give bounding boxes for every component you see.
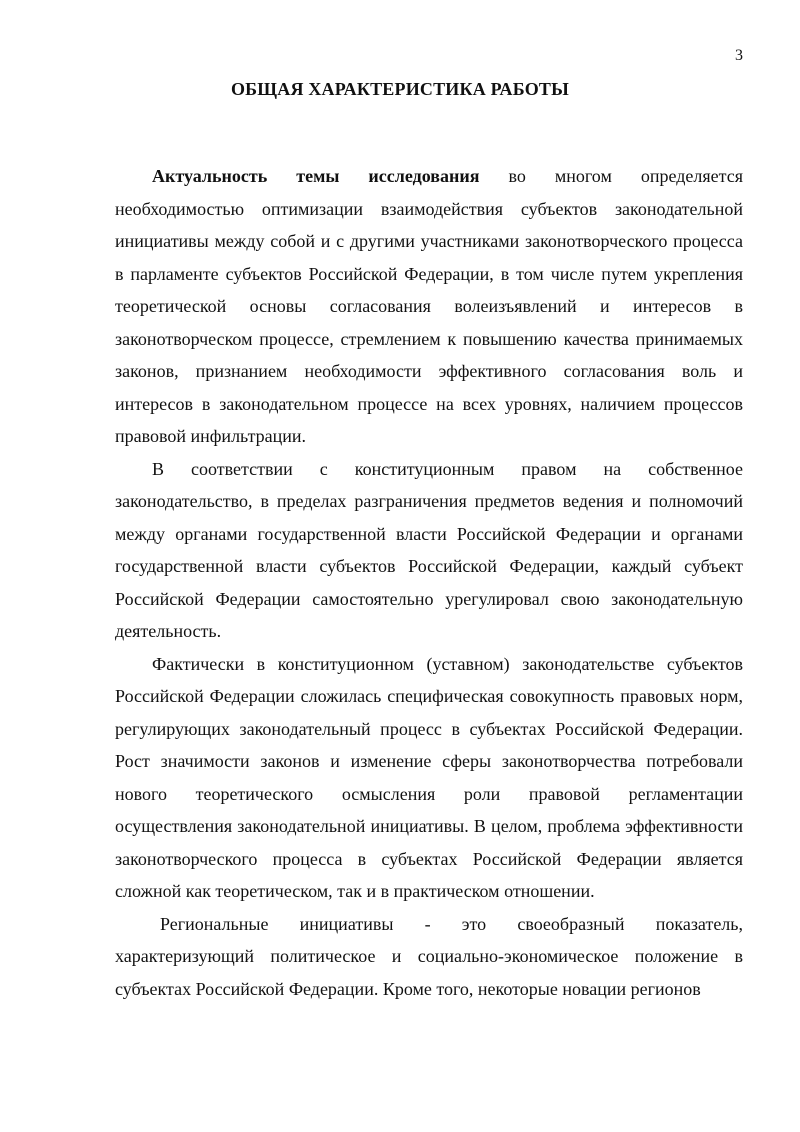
page-title: ОБЩАЯ ХАРАКТЕРИСТИКА РАБОТЫ xyxy=(230,79,570,99)
paragraph-text: Региональные инициативы - это своеобразный показатель, характеризующий политическое и социально-экономическое положение в субъектах Российской Федерации. Кроме того, некоторые новации регионов xyxy=(115,913,743,999)
paragraph-regional-initiatives xyxy=(115,908,743,1006)
paragraph-text: В соответствии с конституционным правом на собственное законодательство, в пределах разграничения предметов ведения и полномочий между органами государственной власти Российской Федерации и органами государственной власти субъектов Российской Федерации, каждый субъект Российской Федерации самостоятельно урегулировал свою законодательную деятельность. xyxy=(115,458,743,641)
page-number: 3 xyxy=(735,47,743,64)
relevance-heading: Актуальность темы исследования xyxy=(152,166,480,186)
document-body xyxy=(115,160,743,1005)
paragraph-constitutional-right xyxy=(115,453,743,648)
paragraph-text: Фактически в конституционном (уставном) законодательстве субъектов Российской Федерации сложилась специфическая совокупность правовых норм, регулирующих законодательный процесс в субъектах Российской Федерации. Рост значимости законов и изменение сферы законотворчества потребовали нового теоретического осмысления роли правовой регламентации осуществления законодательной инициативы. В целом, проблема эффективности законотворческого процесса в субъектах Российской Федерации является сложной как теоретическом, так и в практическом отношении. xyxy=(115,653,743,901)
paragraph-relevance xyxy=(115,160,743,453)
paragraph-legislation-practice xyxy=(115,648,743,908)
paragraph-text: во многом определяется необходимостью оптимизации взаимодействия субъектов законодательной инициативы между собой и с другими участниками законотворческого процесса в парламенте субъектов Российской Федерации, в том числе путем укрепления теоретической основы согласования волеизъявлений и интересов в законотворческом процессе, стремлением к повышению качества принимаемых законов, признанием необходимости эффективного согласования воль и интересов в законодательном процессе на всех уровнях, наличием процессов правовой инфильтрации. xyxy=(115,166,743,446)
